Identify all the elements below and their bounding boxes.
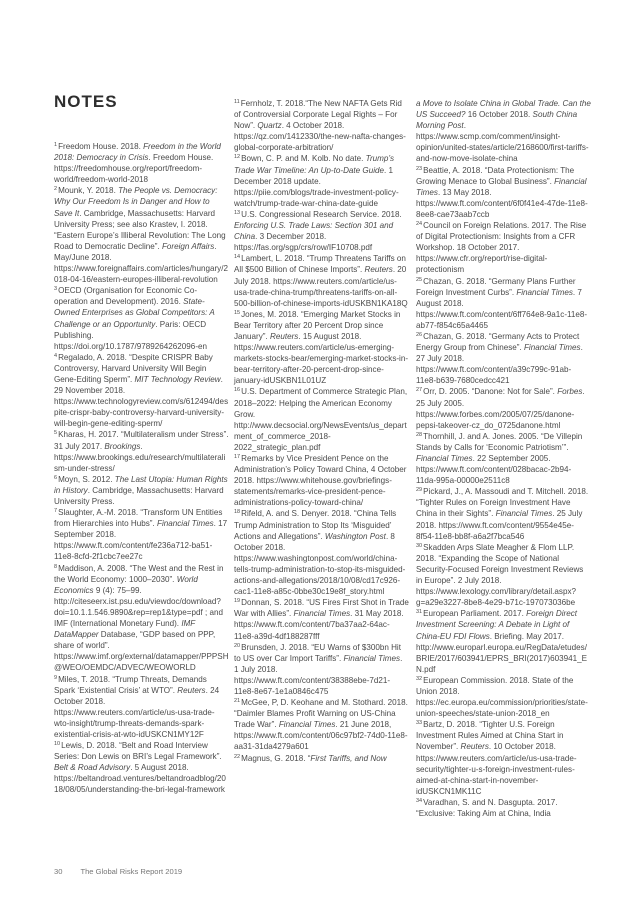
footnote [234,597,409,641]
footnote-title-italic: Freedom in the World 2018: Democracy in Crisis [54,142,221,163]
footnote-title-italic: IMF DataMapper [54,619,196,640]
footnote-number: 23 [416,165,423,172]
footnote-title-italic: Foreign Affairs [161,241,215,251]
footnote-number: 26 [416,331,423,338]
footnote-text: . Cambridge, Massachusetts: Harvard University Press; see also Krastev, I. 2018. “Eastern Europe’s Illiberal Revolution: The Long Road to Democratic Decline”. [54,208,226,251]
footnote-text: U.S. Congressional Research Service. 2018. [241,209,402,219]
footnote-title-italic: Reuters [460,742,489,752]
footnote-title-italic: Belt & Road Advisory [54,763,131,773]
footnote-number: 22 [234,753,241,760]
footnote-text: . 25 July 2005. https://www.forbes.com/2005/07/25/danone-pepsi-takeover-cz_do_0725danone.html [416,387,585,430]
footnote-text: Lewis, D. 2018. “Belt and Road Interview Series: Don Lewis on BRI’s Legal Framework”. [54,741,222,762]
footnote [416,431,591,486]
footnote [234,153,409,208]
footnote-number: 14 [234,254,241,261]
footnote-text: Council on Foreign Relations. 2017. The Rise of Digital Protectionism: Insights from a CFR Workshop. 18 October 2017. https://www.cfr.org/report/rise-digital-protectionism [416,221,587,275]
footnote-text: . 24 October 2018. https://www.reuters.com/article/us-usa-trade-wto-insight/trump-threats-demands-spark-existential-crisis-at-wto-idUSKCN1MY12F [54,685,220,739]
footnote [234,453,409,508]
footnote-title-italic: The Last Utopia: Human Rights in History [54,474,228,495]
footnote-number: 17 [234,454,241,460]
notes-column-3 [416,98,591,819]
footnote-text: OECD (Organisation for Economic Co-operation and Development). 2016. [54,286,198,307]
footnote-number: 31 [416,609,423,616]
footnote [234,508,409,597]
footnote-number: 12 [234,154,241,161]
footnote-text: . May/June 2018. https://www.foreignaffairs.com/articles/hungary/2018-04-16/eastern-europes-illiberal-revolution [54,241,228,285]
footnote [416,542,591,609]
footnote-title-italic: Enforcing U.S. Trade Laws: Section 301 and China [234,221,394,242]
footnote-title-italic: MIT Technology Review [134,374,221,384]
footnote-text: . 13 May 2018. https://www.ft.com/content/6f0f41e4-47de-11e8-8ee8-cae73aab7ccb [416,187,588,219]
footnote-text: . Briefing. May 2017. http://www.europarl.europa.eu/RegData/etudes/BRIE/2017/603941/EPRS_BRI(2017)603941_EN.pdf [416,631,587,674]
footnote-text: Varadhan, S. and N. Dasgupta. 2017. “Exclusive: Taking Aim at China, India [416,797,558,818]
footnote-text: . Cambridge, Massachusetts: Harvard University Press. [54,485,224,506]
footnote-number: 20 [234,642,241,649]
footnote [234,386,409,453]
footnote [416,486,591,541]
footnote [416,165,591,220]
footnote-text: . 29 November 2018. https://www.technologyreview.com/s/612494/despite-crispr-baby-controversy-harvard-university-will-begin-gene-editing-sperm/ [54,374,229,429]
footnote [416,276,591,331]
footnote [54,740,229,795]
footnote [234,209,409,253]
page-heading: NOTES [54,92,118,111]
footnote-text: Orr, D. 2005. “Danone: Not for Sale”. [423,387,558,397]
footnote-title-italic: Financial Times [293,609,351,619]
footnote-title-italic: Financial Times [343,653,401,663]
footnote-number: 10 [54,741,61,748]
footnote [54,507,229,562]
footnote-number: 29 [416,487,423,494]
footnote-text: . 3 December 2018. https://fas.org/sgp/crs/row/IF10708.pdf [234,232,373,253]
footnote-title-italic: Financial Times [416,176,587,197]
footnote-text: Jones, M. 2018. “Emerging Market Stocks in Bear Territory after 20 Percent Drop since January”. [234,309,401,341]
footnote-text: . 25 July 2018. https://www.ft.com/content/9554e45e-8f54-11e8-bb8f-a6a2f7bca546 [416,509,583,541]
footnote-number: 9 [54,674,58,681]
page-footer [54,867,182,876]
footnote-title-italic: Reuters [177,685,206,695]
footnote-text: . 8 October 2018. https://www.washingtonpost.com/world/china-tells-trump-administration-to-stop-its-misguided-actions-and-allegations/2018/10/08/cd17c926-cac1-11e8-a85c-0bbe30c19e8f_story.html [234,531,406,597]
footnote-text: 9 (4): 75–99. http://citeseerx.ist.psu.edu/viewdoc/download?doi=10.1.1.546.9890&rep=rep1&type=pdf ; and IMF (International Monetary Fund). [54,585,223,629]
footnote-text: Database, “GDP based on PPP, share of world”. https://www.imf.org/external/datamapper/PPPSH@WEO/OEMDC/ADVEC/WEOWORLD [54,630,229,673]
footnote-text: European Parliament. 2017. [423,609,527,619]
footnote-text: Rifeld, A. and S. Denyer. 2018. “China Tells Trump Administration to Stop Its ‘Misguided’ Actions and Allegations”. [234,509,397,541]
footnote-text: . 5 August 2018. https://beltandroad.ventures/beltandroadblog/2018/08/05/understanding-the-bri-legal-framework [54,763,226,795]
footnote-text: Miles, T. 2018. “Trump Threats, Demands Spark ‘Existential Crisis’ at WTO”. [54,674,207,695]
notes-column-1 [54,141,229,796]
footnote-text: . 15 August 2018. https://www.reuters.com/article/us-emerging-markets-stocks-bear/emerging-market-stocks-in-bear-territory-after-20-percent-drop-since-january-idUSKBN1L01UZ [234,331,409,386]
footnote-title-italic: Financial Times [278,720,336,730]
footnote-text: . Paris: OECD Publishing. https://doi.org/10.1787/9789264262096-en [54,319,208,351]
footnote-text: . https://www.brookings.edu/research/multilateralism-under-stress/ [54,441,226,473]
report-title: The Global Risks Report 2019 [80,867,183,876]
footnote-title-italic: Quartz [257,121,282,131]
footnote [416,797,591,819]
footnote-text: . https://www.scmp.com/comment/insight-opinion/united-states/article/2168600/first-tariffs-and-now-move-isolate-china [416,121,589,164]
footnote-title-italic: First Tariffs, and Now [310,753,387,763]
footnote-text: . 7 August 2018. https://www.ft.com/content/6ff764e8-9a1c-11e8-ab77-f854c65a4465 [416,287,588,330]
footnote-number: 8 [54,563,58,570]
footnote-text: . 10 October 2018. https://www.reuters.com/article/us-usa-trade-security/tighter-u-s-foreign-investment-rules-aimed-at-china-start-in-november-idUSKCN1MK11C [416,742,577,796]
footnote-title-italic: The People vs. Democracy: Why Our Freedom Is in Danger and How to Save It [54,186,218,218]
footnote-title-italic: Reuters [364,265,393,275]
footnote [416,98,591,165]
footnote-number: 2 [54,186,58,193]
footnote-title-italic: Financial Times [416,454,473,463]
footnote-text: Chazan, G. 2018. “Germany Plans Further Foreign Investment Curbs”. [416,276,576,297]
footnote-number: 6 [54,474,58,481]
footnote-text: 16 October 2018. [465,110,533,120]
footnote-number: 15 [234,309,241,316]
footnote [416,608,591,675]
footnote-text: Slaughter, A.-M. 2018. “Transform UN Entities from Hierarchies into Hubs”. [54,508,223,529]
footnote-text: Brunsden, J. 2018. “EU Warns of $300bn Hit to US over Car Import Tariffs”. [234,642,401,663]
footnote-title-italic: Brookings [104,441,141,451]
footnote-title-italic: Financial Times [495,509,553,519]
footnote-title-italic: Financial Times [157,519,214,529]
footnote-number: 25 [416,276,423,283]
footnote [54,674,229,741]
footnote [54,185,229,285]
footnote-text: Bartz, D. 2018. “Tighter U.S. Foreign Investment Rules Aimed at China Start in November”. [416,720,564,752]
footnote-number: 11 [234,99,240,105]
footnote-text: . 1 July 2018. https://www.ft.com/content/38388ebe-7d21-11e8-8e67-1e1a0846c475 [234,653,403,696]
footnote [234,309,409,387]
footnote [234,697,409,752]
footnote-number: 16 [234,387,241,394]
footnote [54,474,229,507]
footnote-number: 7 [54,508,58,515]
footnote-title-italic: Forbes [557,387,583,397]
footnote-text: Regalado, A. 2018. “Despite CRISPR Baby Controversy, Harvard University Will Begin Gene-Editing Sperm”. [54,352,213,384]
footnote [54,563,229,674]
footnote-text: Moyn, S. 2012. [58,474,115,484]
footnote-title-italic: State-Owned Enterprises as Global Competitors: A Challenge or an Opportunity [54,297,215,329]
footnote-number: 19 [234,598,241,605]
footnote-text: Freedom House. 2018. [58,142,144,151]
footnote-title-italic: South China Morning Post [416,110,578,131]
footnote-number: 5 [54,430,58,437]
footnote [416,220,591,275]
footnote-number: 1 [54,142,58,148]
footnote-text: Bown, C. P. and M. Kolb. No date. [241,154,366,164]
footnote-text: . 1 December 2018 update. https://piie.com/blogs/trade-investment-policy-watch/trump-trade-war-china-date-guide [234,165,399,208]
footnote-title-italic: Financial Times [523,343,581,353]
notes-column-2 [234,98,409,764]
footnote-text: . Freedom House. https://freedomhouse.org/report/freedom-world/freedom-world-2018 [54,153,214,185]
page-number: 30 [54,867,63,876]
footnote-text: Remarks by Vice President Pence on the Administration’s Policy Toward China, 4 October 2018. https://www.whitehouse.gov/briefings-statements/remarks-vice-president-pence-administrations-policy-toward-china/ [234,454,407,508]
footnote-text: European Commission. 2018. State of the Union 2018. https://ec.europa.eu/commission/priorities/state-union-speeches/state-union-2018_en [416,675,588,719]
footnote-text: Kharas, H. 2017. “Multilateralism under Stress”. 31 July 2017. [54,430,229,451]
footnote-number: 18 [234,509,241,516]
footnote-text: McGee, P, D. Keohane and M. Stothard. 2018. “Daimler Blames Profit Warning on US-China Trade War”. [234,698,408,730]
footnote-text: . 31 May 2018. https://www.ft.com/content/7ba37aa2-64ac-11e8-a39d-4df188287fff [234,609,404,641]
footnote-text: Thornhill, J. and A. Jones. 2005. “De Villepin Stands by Calls for ‘Economic Patriotism’”. [416,431,583,452]
footnote-text: Chazan, G. 2018. “Germany Acts to Protect Energy Group from Chinese”. [416,331,580,353]
footnote-text: . 20 July 2018. https://www.reuters.com/article/us-usa-trade-china-trump/threatens-tariffs-on-all-500-billion-of-chinese-imports-idUSKBN1KA18Q [234,265,408,308]
footnote-number: 28 [416,431,423,438]
footnote-text: . 4 October 2018. https://qz.com/1412330/the-new-nafta-changes-global-corporate-arbitration/ [234,121,406,153]
footnote-text: Lambert, L. 2018. “Trump Threatens Tariffs on All $500 Billion of Chinese Imports”. [234,254,406,275]
footnote [234,253,409,308]
footnote [234,642,409,697]
footnote [54,429,229,473]
footnote-title-italic: Washington Post [324,531,386,541]
footnote-number: 4 [54,352,58,359]
footnote [416,331,591,386]
footnote-text: Pickard, J., A. Massoudi and T. Mitchell. 2018. “Tighter Rules on Foreign Investment Have China in their Sights”. [416,487,589,519]
footnote-number: 34 [416,797,423,804]
footnote-number: 33 [416,720,423,727]
footnote [416,675,591,719]
footnote-number: 21 [234,698,241,705]
footnote-text: . 21 June 2018, https://www.ft.com/content/06c97bf2-74d0-11e8-aa31-31da4279a601 [234,720,408,752]
footnote-number: 30 [416,542,423,549]
footnote-text: Donnan, S. 2018. “US Fires First Shot in Trade War with Allies”. [234,598,409,619]
footnote-text: Beattie, A. 2018. “Data Protectionism: The Growing Menace to Global Business”. [416,165,575,186]
footnote-title-italic: Reuters [270,331,299,341]
footnote-number: 27 [416,387,423,394]
footnote-text: U.S. Department of Commerce Strategic Plan, 2018–2022: Helping the American Economy Grow. http://www.decsocial.org/NewsEvents/us_department_of_commerce_2018-2022_strategic_plan.pdf [234,387,408,452]
footnote-text: Skadden Arps Slate Meagher & Flom LLP. 2018. “Expanding the Scope of National Security-Focused Foreign Investment Reviews in Europe”. 2 July 2018. https://www.lexology.com/library/detail.aspx?g=a29e3227-8be8-4e29-b71c-197073036be [416,542,584,608]
footnote-title-italic: Financial Times [516,287,573,297]
footnote-number: 32 [416,675,423,682]
footnote [54,352,229,430]
footnote-title-italic: a Move to Isolate China in Global Trade. Can the US Succeed? [416,99,591,120]
footnote [234,753,409,764]
footnote [54,285,229,352]
footnote [54,141,229,185]
footnote-text: Maddison, A. 2008. “The West and the Rest in the World Economy: 1000–2030”. [54,563,224,584]
footnote-number: 24 [416,221,423,228]
footnote-text: . 22 September 2005. https://www.ft.com/content/028bacac-2b94-11da-995a-00000e2511c8 [416,454,572,486]
footnote-text: Fernholz, T. 2018.“The New NAFTA Gets Rid of Controversial Corporate Legal Rights – For Now”. [234,99,402,131]
footnote-number: 13 [234,209,241,216]
footnote-text: Magnus, G. 2018. “ [241,753,311,763]
footnote-text: . 27 July 2018. https://www.ft.com/content/a39c799c-91ab-11e8-b639-7680cedcc421 [416,343,583,386]
footnote-text: Mounk, Y. 2018. [58,186,119,196]
footnote [416,719,591,797]
footnote-title-italic: World Economics [54,574,198,595]
footnote-number: 3 [54,286,58,293]
footnote-text: . 17 September 2018. https://www.ft.com/content/fe236a712-ba51-11e8-8cfd-2f1cbc7ee27c [54,519,228,562]
footnote-title-italic: Trump’s Trade War Timeline: An Up-to-Date Guide [234,154,395,175]
footnote [234,98,409,153]
footnote [416,386,591,430]
footnote-title-italic: Foreign Direct Investment Screening: A Debate in Light of China-EU FDI Flows [416,609,577,641]
